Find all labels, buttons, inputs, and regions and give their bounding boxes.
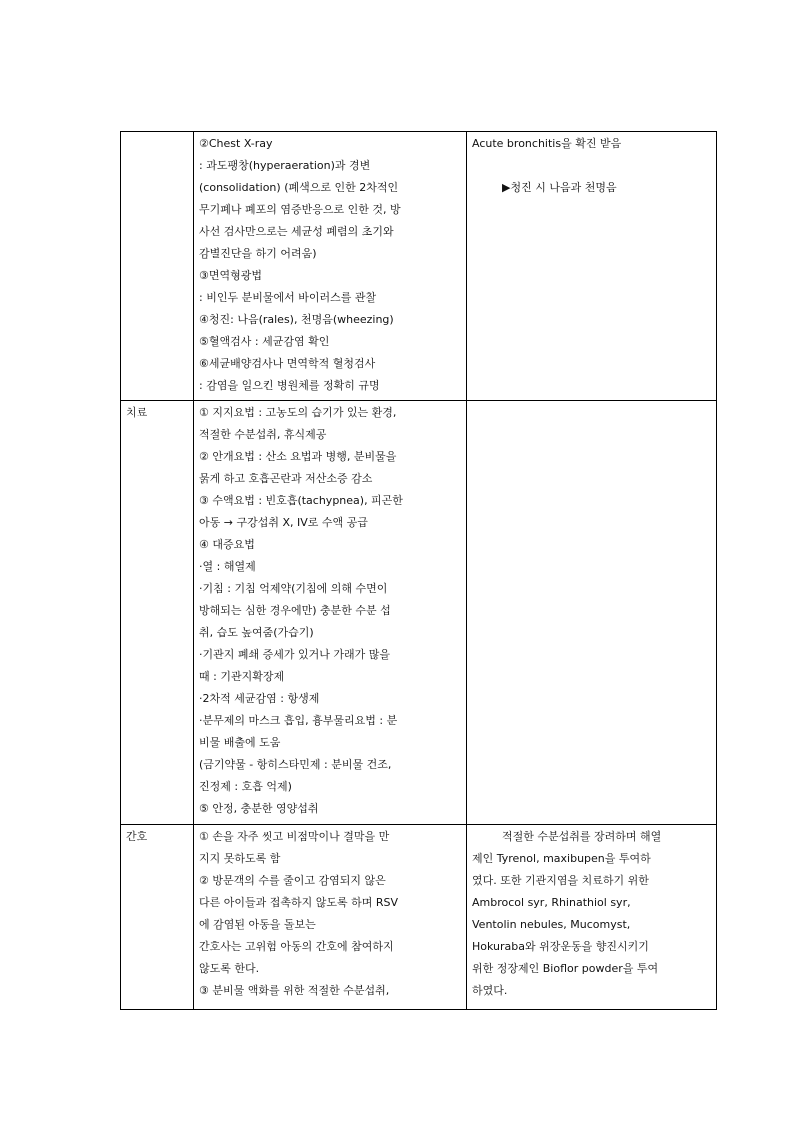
- notes-line: 제인 Tyrenol, maxibupen을 투여하: [472, 852, 651, 865]
- notes-line: 였다. 또한 기관지염을 치료하기 위한: [472, 874, 649, 887]
- notes-line: Acute bronchitis을 확진 받음: [472, 137, 622, 150]
- notes-line: Ambrocol syr, Rhinathiol syr,: [472, 896, 631, 909]
- notes-line: 적절한 수분섭취를 장려하며 해열: [502, 830, 662, 843]
- content-line: 방해되는 심한 경우에만) 충분한 수분 섭: [199, 604, 391, 617]
- row-label-cell: [121, 825, 194, 1010]
- content-line: ④청진: 나음(rales), 천명음(wheezing): [199, 313, 394, 326]
- content-line: ④ 대증요법: [199, 538, 255, 551]
- content-line: 진정제 : 호흡 억제): [199, 780, 292, 793]
- content-line: : 비인두 분비물에서 바이러스를 관찰: [199, 291, 377, 304]
- content-cell: [194, 825, 467, 1010]
- table-row-treatment: [121, 401, 717, 825]
- content-line: ② 방문객의 수를 줄이고 감염되지 않은: [199, 874, 386, 887]
- content-line: ⑤혈액검사 : 세균감염 확인: [199, 335, 330, 348]
- content-line: 지지 못하도록 함: [199, 852, 281, 865]
- content-line: 사선 검사만으로는 세균성 폐렴의 초기와: [199, 225, 394, 238]
- content-line: ③ 수액요법 : 빈호흡(tachypnea), 피곤한: [199, 494, 403, 507]
- content-line: 묽게 하고 호흡곤란과 저산소증 감소: [199, 472, 373, 485]
- row-label: 치료: [126, 406, 148, 419]
- content-line: 에 감염된 아동을 돌보는: [199, 918, 316, 931]
- row-label: 간호: [126, 830, 148, 843]
- content-line: 감별진단을 하기 어려움): [199, 247, 317, 260]
- notes-line: Hokuraba와 위장운동을 향진시키기: [472, 940, 649, 953]
- content-line: ·열 : 해열제: [199, 560, 256, 573]
- care-plan-table: [120, 131, 717, 1010]
- content-line: 다른 아이들과 접촉하지 않도록 하며 RSV: [199, 896, 399, 909]
- content-line: ② 안개요법 : 산소 요법과 병행, 분비물을: [199, 450, 397, 463]
- content-line: : 과도팽창(hyperaeration)과 경변: [199, 159, 371, 172]
- notes-cell: [467, 825, 717, 1010]
- notes-line: ▶청진 시 나음과 천명음: [502, 181, 617, 194]
- notes-cell: [467, 132, 717, 401]
- content-cell: [194, 401, 467, 825]
- content-line: : 감염을 일으킨 병원체를 정확히 규명: [199, 379, 380, 392]
- content-line: 않도록 한다.: [199, 962, 260, 975]
- notes-line: Ventolin nebules, Mucomyst,: [472, 918, 631, 931]
- content-cell: [194, 132, 467, 401]
- content-line: ·2차적 세균감염 : 항생제: [199, 692, 320, 705]
- content-line: ③ 분비물 액화를 위한 적절한 수분섭취,: [199, 984, 390, 997]
- content-line: ·기관지 폐쇄 증세가 있거나 가래가 많을: [199, 648, 390, 661]
- table-row-nursing: [121, 825, 717, 1010]
- content-line: 취, 습도 높여줌(가습기): [199, 626, 314, 639]
- content-line: 무기폐나 폐포의 염증반응으로 인한 것, 방: [199, 203, 401, 216]
- content-line: ⑤ 안정, 충분한 영양섭취: [199, 802, 319, 815]
- content-line: 적절한 수분섭취, 휴식제공: [199, 428, 327, 441]
- content-line: (consolidation) (폐색으로 인한 2차적인: [199, 181, 399, 194]
- content-line: 아동 → 구강섭취 X, IV로 수액 공급: [199, 516, 368, 529]
- content-line: ① 손을 자주 씻고 비점막이나 결막을 만: [199, 830, 390, 843]
- notes-line: 하였다.: [472, 984, 508, 997]
- content-line: ③면역형광법: [199, 269, 262, 282]
- notes-line: 위한 정장제인 Bioflor powder을 투여: [472, 962, 659, 975]
- content-line: ②Chest X-ray: [199, 137, 273, 150]
- content-line: 간호사는 고위험 아동의 간호에 참여하지: [199, 940, 394, 953]
- content-line: ⑥세균배양검사나 면역학적 혈청검사: [199, 357, 376, 370]
- notes-cell: [467, 401, 717, 825]
- content-line: 때 : 기관지확장제: [199, 670, 285, 683]
- content-line: (금기약물 - 항히스타민제 : 분비물 건조,: [199, 758, 392, 771]
- content-line: ① 지지요법 : 고농도의 습기가 있는 환경,: [199, 406, 397, 419]
- notes-line: [472, 155, 711, 177]
- content-line: ·기침 : 기침 억제약(기침에 의해 수면이: [199, 582, 388, 595]
- row-label-cell: [121, 132, 194, 401]
- content-line: ·분무제의 마스크 흡입, 흉부물리요법 : 분: [199, 714, 398, 727]
- table-row-diagnosis: [121, 132, 717, 401]
- content-line: 비물 배출에 도움: [199, 736, 281, 749]
- row-label-cell: [121, 401, 194, 825]
